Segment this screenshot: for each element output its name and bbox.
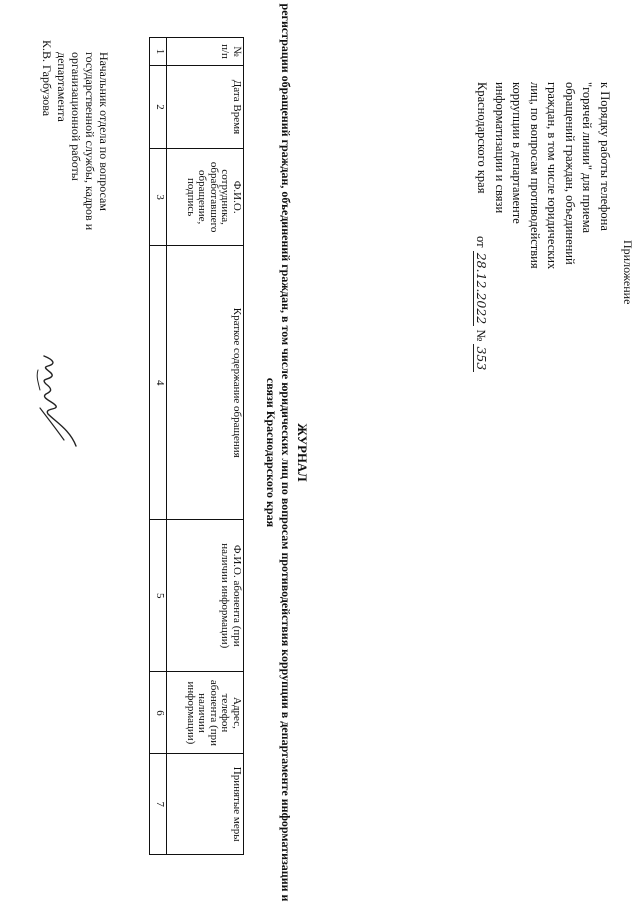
register-table: [149, 37, 244, 855]
header-cell-subscriber-name: Ф.И.О. абонента (при наличии информации): [167, 520, 244, 672]
header-cell-measures: Принятые меры: [167, 754, 244, 855]
column-number: 5: [150, 520, 167, 672]
header-cell-date: Дата Время: [167, 65, 244, 148]
journal-subtitle: регистрации обращений граждан, объединений граждан, в том числе юридических лиц по вопросам противодействия коррупции в департаменте информатизации и связи Краснодарского края: [264, 3, 293, 902]
signer-name: К.В. Гарбузова: [40, 40, 54, 117]
handwritten-signature: [24, 350, 84, 460]
column-number: 7: [150, 754, 167, 855]
column-number: 3: [150, 148, 167, 245]
table-number-row: [150, 38, 167, 855]
header-cell-summary: Краткое содержание обращения: [167, 246, 244, 520]
column-number: 2: [150, 65, 167, 148]
header-cell-number: № п/п: [167, 38, 244, 66]
reference-from-label: от: [474, 236, 488, 248]
appendix-title: Приложение: [621, 240, 635, 305]
header-cell-employee: Ф.И.О. сотрудника, обработавшего обращение, подпись: [167, 148, 244, 245]
table-header-row: [167, 38, 244, 855]
signer-position: Начальник отдела по вопросам государственной службы, кадров и организационной работы департамента: [55, 52, 111, 231]
reference-date: 28.12.2022: [474, 252, 489, 325]
column-number: 6: [150, 672, 167, 754]
column-number: 1: [150, 38, 167, 66]
reference-number: 353: [474, 346, 489, 371]
column-number: 4: [150, 246, 167, 520]
appendix-text: к Порядку работы телефона "горячей линии" для приема обращений граждан, объединений граждан, в том числе юридических лиц, по вопросам противодействия коррупции в департаменте информатизации и связи Краснодарского края: [475, 82, 612, 270]
journal-title: ЖУРНАЛ: [295, 423, 309, 482]
document-reference: [473, 236, 489, 372]
reference-number-label: №: [474, 329, 488, 342]
header-cell-subscriber-address: Адрес, телефон абонента (при наличии информации): [167, 672, 244, 754]
